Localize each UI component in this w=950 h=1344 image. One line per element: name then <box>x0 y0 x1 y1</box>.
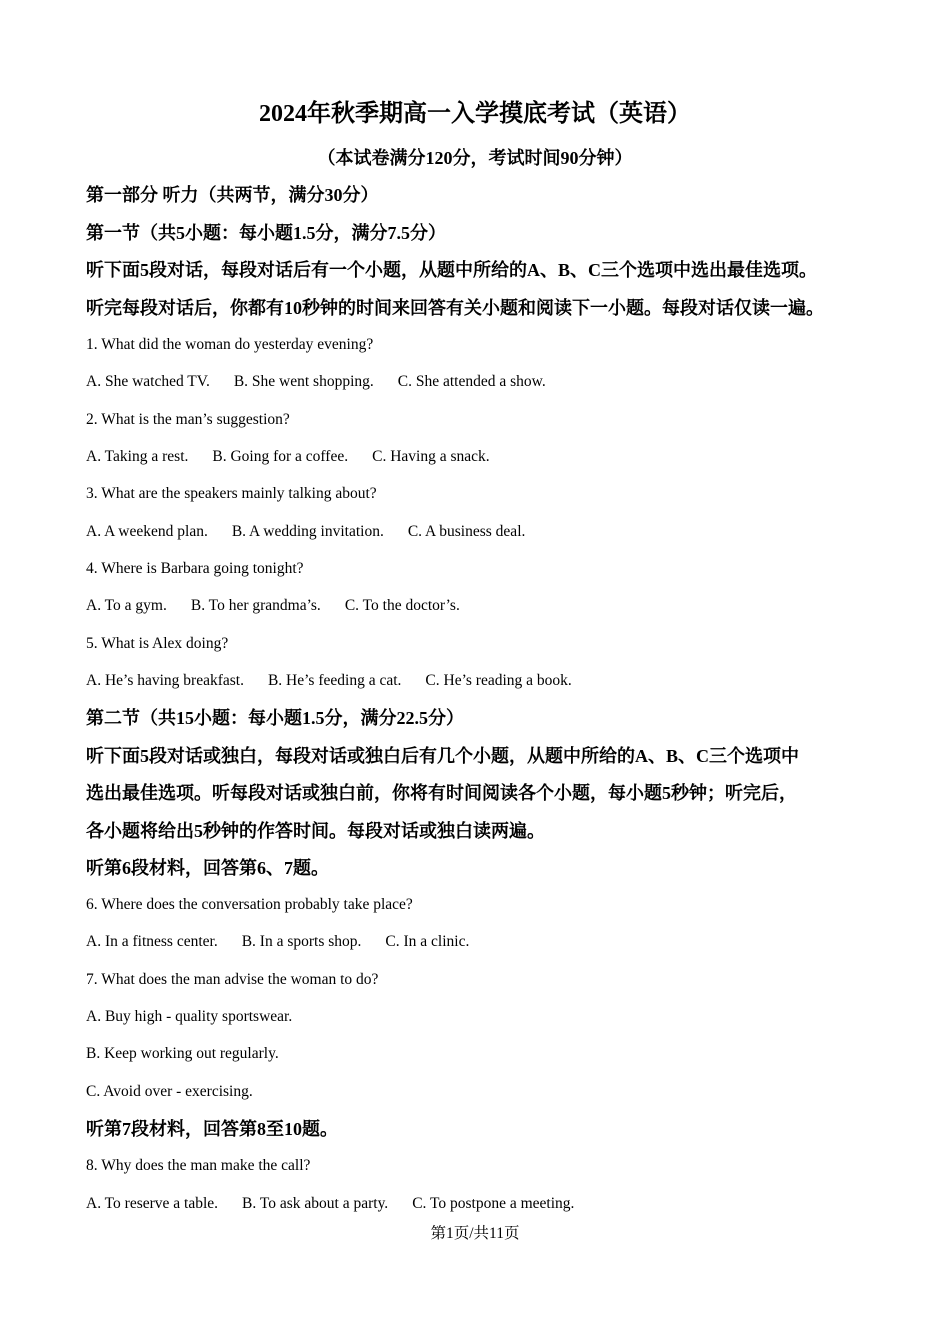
q8-option-a: A. To reserve a table. <box>86 1195 219 1212</box>
section1-instruction-2: 听完每段对话后，你都有10秒钟的时间来回答有关小题和阅读下一小题。每段对话仅读一遍。 <box>86 298 824 318</box>
q7-option-c: C. Avoid over - exercising. <box>86 1083 253 1100</box>
question-5-options <box>86 669 572 693</box>
q7-option-a: A. Buy high - quality sportswear. <box>86 1008 293 1025</box>
question-8-options <box>86 1192 574 1216</box>
question-3-options <box>86 520 525 544</box>
page-number: 第1页/共11页 <box>430 1225 520 1242</box>
q1-option-c: C. She attended a show. <box>397 373 546 390</box>
q4-option-c: C. To the doctor’s. <box>344 597 460 614</box>
q8-option-c: C. To postpone a meeting. <box>412 1195 575 1212</box>
section2-heading: 第二节（共15小题：每小题1.5分，满分22.5分） <box>86 708 464 728</box>
material-6-heading: 听第6段材料，回答第6、7题。 <box>86 858 329 878</box>
q2-option-a: A. Taking a rest. <box>86 448 189 465</box>
question-3-stem: 3. What are the speakers mainly talking about? <box>86 485 377 502</box>
q1-option-a: A. She watched TV. <box>86 373 210 390</box>
question-2-stem: 2. What is the man’s suggestion? <box>86 411 290 428</box>
q3-option-c: C. A business deal. <box>407 523 526 540</box>
exam-subtitle: （本试卷满分120分，考试时间90分钟） <box>317 148 633 168</box>
q4-option-a: A. To a gym. <box>86 597 167 614</box>
q6-option-b: B. In a sports shop. <box>241 933 362 950</box>
q2-option-b: B. Going for a coffee. <box>212 448 349 465</box>
section1-heading: 第一节（共5小题：每小题1.5分，满分7.5分） <box>86 223 446 243</box>
q5-option-b: B. He’s feeding a cat. <box>267 672 402 689</box>
q7-option-b: B. Keep working out regularly. <box>86 1045 279 1062</box>
q8-option-b: B. To ask about a party. <box>242 1195 389 1212</box>
q3-option-a: A. A weekend plan. <box>86 523 208 540</box>
section2-instruction-3: 各小题将给出5秒钟的作答时间。每段对话或独白读两遍。 <box>86 821 545 841</box>
q3-option-b: B. A wedding invitation. <box>231 523 384 540</box>
question-6-stem: 6. Where does the conversation probably take place? <box>86 896 413 913</box>
question-5-stem: 5. What is Alex doing? <box>86 635 229 652</box>
question-7-stem: 7. What does the man advise the woman to do? <box>86 971 379 988</box>
q4-option-b: B. To her grandma’s. <box>190 597 321 614</box>
question-1-options <box>86 370 546 394</box>
q5-option-a: A. He’s having breakfast. <box>86 672 244 689</box>
section1-instruction-1: 听下面5段对话，每段对话后有一个小题，从题中所给的A、B、C三个选项中选出最佳选项。 <box>86 260 817 280</box>
question-4-stem: 4. Where is Barbara going tonight? <box>86 560 304 577</box>
q6-option-c: C. In a clinic. <box>385 933 470 950</box>
question-1-stem: 1. What did the woman do yesterday evening? <box>86 336 374 353</box>
question-6-options <box>86 930 469 954</box>
section2-instruction-1: 听下面5段对话或独白，每段对话或独白后有几个小题，从题中所给的A、B、C三个选项中 <box>86 746 799 766</box>
exam-title: 2024年秋季期高一入学摸底考试（英语） <box>259 101 691 127</box>
material-7-heading: 听第7段材料，回答第8至10题。 <box>86 1119 338 1139</box>
question-8-stem: 8. Why does the man make the call? <box>86 1157 311 1174</box>
q5-option-c: C. He’s reading a book. <box>425 672 572 689</box>
section2-instruction-2: 选出最佳选项。听每段对话或独白前，你将有时间阅读各个小题，每小题5秒钟；听完后， <box>86 783 797 803</box>
question-4-options <box>86 594 460 618</box>
q6-option-a: A. In a fitness center. <box>86 933 218 950</box>
q2-option-c: C. Having a snack. <box>372 448 490 465</box>
q1-option-b: B. She went shopping. <box>233 373 374 390</box>
question-2-options <box>86 445 490 469</box>
part1-heading: 第一部分 听力（共两节，满分30分） <box>86 185 379 205</box>
